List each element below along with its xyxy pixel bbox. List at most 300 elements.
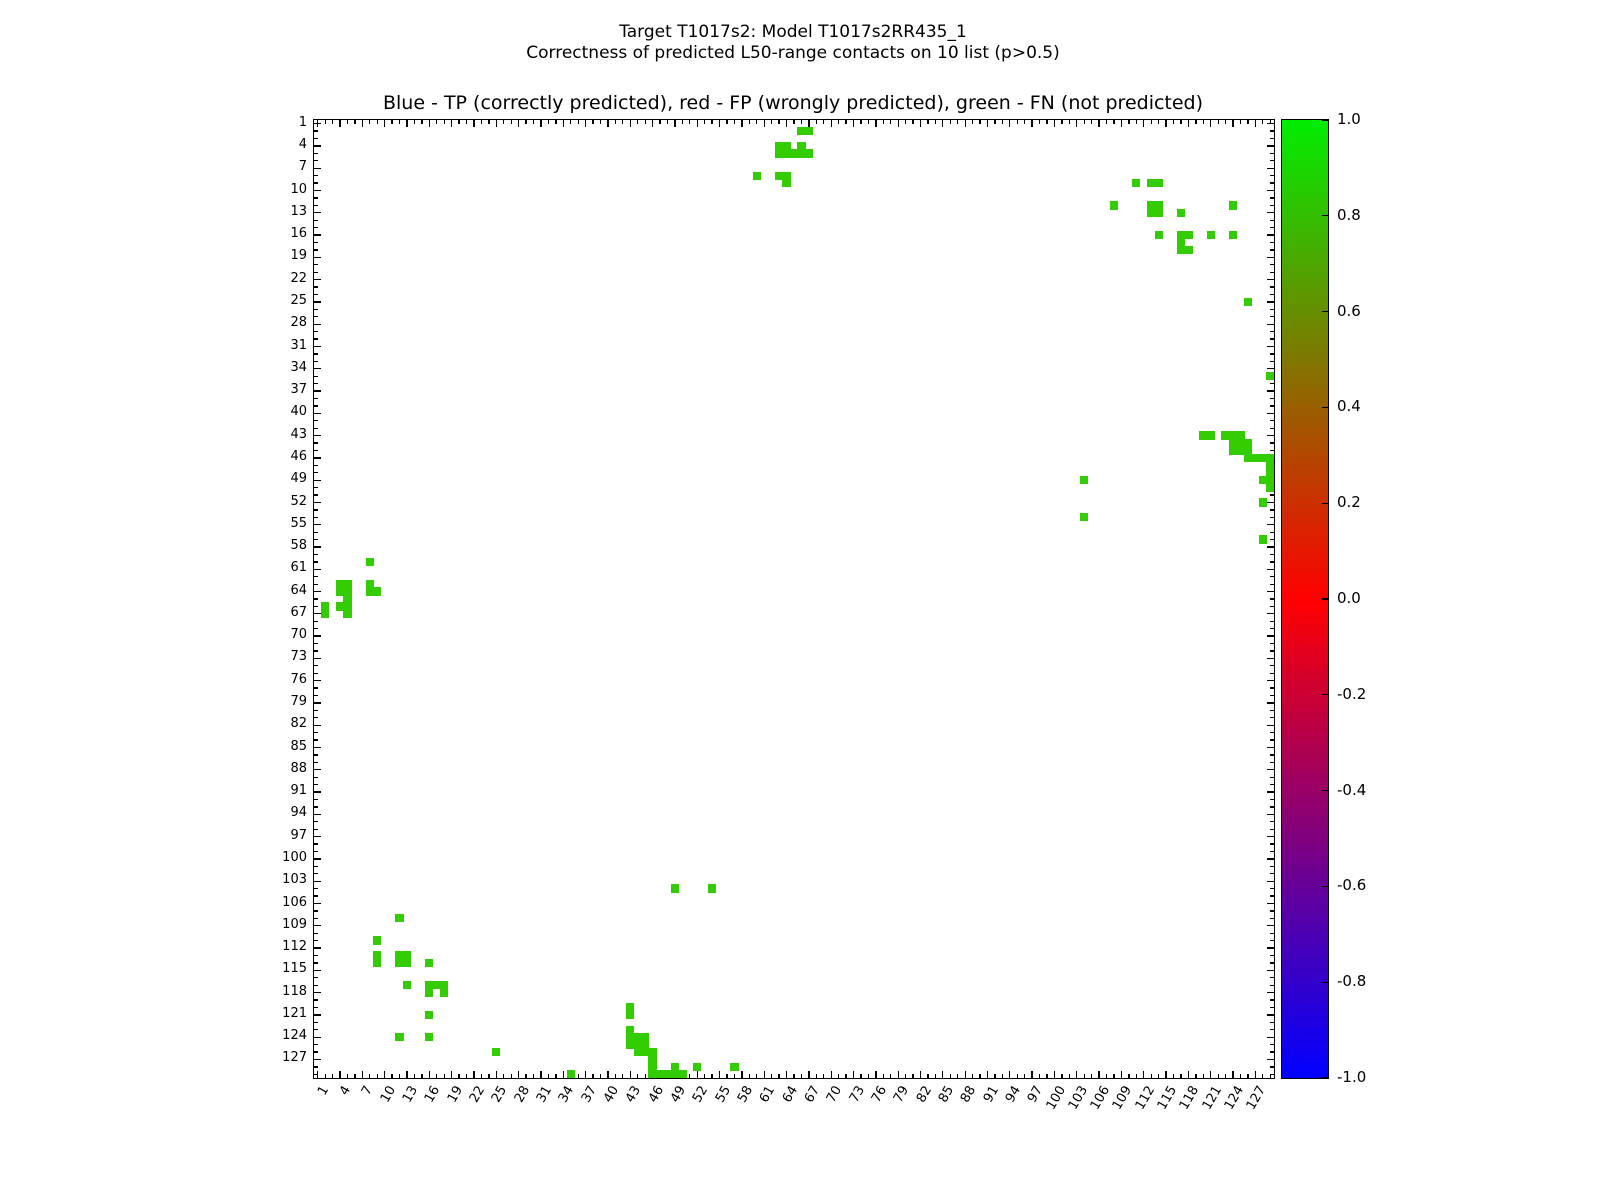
fn-contact-cell — [671, 884, 679, 892]
y-tick — [1270, 762, 1274, 763]
y-tick — [1267, 569, 1274, 570]
y-tick — [314, 643, 318, 644]
y-tick — [314, 606, 318, 607]
y-tick — [314, 242, 318, 243]
axes-title: Blue - TP (correctly predicted), red - FP (wrongly predicted), green - FN (not predicted) — [382, 92, 1204, 114]
x-tick — [734, 1074, 735, 1078]
y-tick-label: 46 — [290, 448, 307, 464]
x-tick — [778, 1074, 779, 1078]
y-tick — [1270, 242, 1274, 243]
fn-contact-cell — [1266, 372, 1274, 380]
y-tick — [1267, 524, 1274, 525]
y-tick — [314, 791, 321, 792]
y-tick — [1270, 732, 1274, 733]
fn-contact-cell — [403, 981, 411, 989]
y-tick — [1270, 584, 1274, 585]
x-tick-label: 97 — [1024, 1083, 1047, 1106]
y-tick — [1270, 784, 1274, 785]
y-tick — [314, 465, 318, 466]
fn-contact-cell — [492, 1048, 500, 1056]
y-tick-label: 43 — [290, 426, 307, 442]
y-tick — [1267, 725, 1274, 726]
x-tick-label: 58 — [734, 1083, 757, 1106]
fn-contact-cell — [1155, 231, 1163, 239]
x-tick-label: 25 — [489, 1083, 511, 1106]
x-tick — [414, 120, 415, 124]
y-tick — [314, 673, 318, 674]
y-tick — [1267, 658, 1274, 659]
x-tick — [481, 1074, 482, 1078]
fn-contact-cell — [1207, 431, 1215, 439]
y-tick — [1270, 888, 1274, 889]
fn-contact-cell — [395, 914, 403, 922]
x-tick — [883, 1074, 884, 1078]
y-tick — [314, 658, 321, 659]
x-tick — [979, 120, 980, 124]
y-tick — [314, 286, 318, 287]
y-tick — [314, 569, 321, 570]
fn-contact-cell — [373, 936, 381, 944]
y-tick — [1270, 153, 1274, 154]
y-tick — [314, 777, 318, 778]
x-tick-label: 46 — [645, 1083, 667, 1106]
x-tick — [1255, 120, 1256, 127]
x-tick — [1091, 1074, 1092, 1078]
x-tick — [1054, 120, 1055, 127]
y-tick-label: 100 — [282, 849, 307, 865]
x-tick — [1180, 120, 1181, 124]
y-tick — [1267, 368, 1274, 369]
x-tick — [362, 120, 363, 127]
y-tick — [1270, 606, 1274, 607]
y-tick — [314, 992, 321, 993]
x-tick — [667, 120, 668, 124]
y-tick — [314, 680, 321, 681]
y-tick — [1267, 680, 1274, 681]
fn-contact-cell — [1266, 483, 1274, 491]
y-tick — [314, 702, 321, 703]
y-tick — [314, 234, 321, 235]
x-tick — [578, 120, 579, 124]
x-tick — [704, 1074, 705, 1078]
x-tick — [1009, 120, 1010, 127]
contact-map-plot — [313, 119, 1275, 1079]
x-tick — [972, 1074, 973, 1078]
x-tick-label: 10 — [377, 1083, 399, 1106]
y-tick — [314, 509, 318, 510]
x-tick — [369, 120, 370, 124]
x-tick — [325, 1074, 326, 1078]
y-tick — [314, 1022, 318, 1023]
x-tick — [838, 1074, 839, 1078]
x-tick-label: 79 — [891, 1083, 913, 1106]
x-tick — [473, 120, 474, 127]
colorbar-tick — [1322, 1077, 1328, 1078]
fn-contact-cell — [693, 1063, 701, 1071]
y-tick — [1270, 160, 1274, 161]
y-tick-label: 112 — [282, 939, 307, 954]
x-tick — [399, 1074, 400, 1078]
y-tick — [314, 940, 318, 941]
x-tick — [585, 1071, 586, 1078]
y-tick — [314, 383, 318, 384]
fn-contact-cell — [321, 610, 329, 618]
y-tick-label: 22 — [290, 270, 307, 286]
y-tick — [314, 895, 318, 896]
fn-contact-cell — [1207, 231, 1215, 239]
x-tick — [377, 120, 378, 124]
fn-contact-cell — [425, 1011, 433, 1019]
x-tick — [1046, 120, 1047, 124]
x-tick — [1225, 120, 1226, 124]
colorbar-tick-label: 1.0 — [1337, 110, 1361, 128]
x-tick-label: 112 — [1132, 1083, 1158, 1113]
y-tick-label: 82 — [290, 716, 307, 732]
x-tick — [377, 1074, 378, 1078]
y-tick — [1270, 940, 1274, 941]
y-tick — [1270, 673, 1274, 674]
x-tick — [525, 1074, 526, 1078]
x-tick — [1039, 120, 1040, 124]
y-tick — [314, 598, 318, 599]
y-tick-label: 13 — [290, 203, 307, 219]
y-tick — [314, 398, 318, 399]
y-tick — [1270, 197, 1274, 198]
y-tick-label: 88 — [290, 760, 307, 776]
y-tick — [314, 160, 318, 161]
y-tick — [1270, 1029, 1274, 1030]
y-tick — [314, 420, 318, 421]
x-tick — [1113, 120, 1114, 124]
y-tick — [1270, 628, 1274, 629]
x-tick — [555, 120, 556, 124]
y-tick — [1267, 1059, 1274, 1060]
y-tick — [314, 190, 321, 191]
x-tick — [563, 1071, 564, 1078]
y-tick — [1270, 361, 1274, 362]
x-tick — [1188, 1071, 1189, 1078]
x-tick — [1232, 120, 1233, 127]
x-tick — [444, 1074, 445, 1078]
x-tick — [444, 120, 445, 124]
y-tick — [314, 955, 318, 956]
y-tick — [1267, 858, 1274, 859]
x-tick-label: 1 — [314, 1083, 332, 1099]
x-tick — [325, 120, 326, 124]
y-tick — [314, 888, 318, 889]
y-tick — [314, 821, 318, 822]
y-tick — [314, 866, 318, 867]
x-tick — [1069, 120, 1070, 124]
fn-contact-cell — [805, 149, 813, 157]
y-tick — [1270, 539, 1274, 540]
x-tick — [994, 120, 995, 124]
x-tick — [965, 120, 966, 127]
y-tick — [314, 591, 321, 592]
x-tick — [1061, 120, 1062, 124]
x-tick — [622, 1074, 623, 1078]
x-tick — [600, 120, 601, 124]
x-tick-label: 115 — [1154, 1083, 1181, 1113]
x-tick — [451, 120, 452, 127]
x-tick — [1054, 1071, 1055, 1078]
x-tick — [726, 120, 727, 124]
y-tick — [314, 212, 321, 213]
y-tick — [314, 205, 318, 206]
y-tick-label: 121 — [282, 1005, 307, 1021]
y-tick — [1270, 643, 1274, 644]
colorbar-tick-label: -0.2 — [1337, 684, 1367, 703]
x-tick — [920, 1071, 921, 1078]
x-tick — [1218, 1074, 1219, 1078]
y-tick — [314, 338, 318, 339]
x-tick — [950, 1074, 951, 1078]
x-tick-label: 52 — [690, 1083, 712, 1106]
y-tick — [314, 294, 318, 295]
y-tick — [1270, 494, 1274, 495]
y-tick — [1270, 249, 1274, 250]
y-tick-label: 55 — [290, 515, 307, 531]
colorbar-tick-label: -0.8 — [1337, 972, 1367, 991]
y-tick — [1270, 561, 1274, 562]
fn-contact-cell — [440, 988, 448, 996]
x-tick — [749, 1074, 750, 1078]
y-tick — [314, 687, 318, 688]
x-tick — [1232, 1071, 1233, 1078]
x-tick — [912, 1074, 913, 1078]
y-tick — [1270, 554, 1274, 555]
x-tick — [786, 1071, 787, 1078]
x-tick — [578, 1074, 579, 1078]
x-tick — [801, 1074, 802, 1078]
y-tick — [1270, 962, 1274, 963]
x-tick-label: 109 — [1110, 1083, 1136, 1113]
y-tick — [1267, 324, 1274, 325]
fn-contact-cell — [1155, 209, 1163, 217]
y-tick — [1267, 881, 1274, 882]
fn-contact-cell — [403, 959, 411, 967]
x-tick — [875, 120, 876, 127]
y-tick-label: 79 — [290, 694, 307, 709]
x-tick — [615, 1074, 616, 1078]
x-tick — [339, 1071, 340, 1078]
y-tick-label: 124 — [282, 1028, 307, 1044]
x-tick — [406, 120, 407, 127]
x-tick — [890, 120, 891, 124]
y-tick — [1270, 918, 1274, 919]
y-tick — [1267, 613, 1274, 614]
y-tick — [314, 554, 318, 555]
x-tick — [831, 1071, 832, 1078]
x-tick-label: 40 — [600, 1083, 623, 1106]
x-tick — [1143, 1071, 1144, 1078]
y-tick — [1267, 390, 1274, 391]
y-tick — [314, 584, 318, 585]
y-tick — [1270, 621, 1274, 622]
x-tick — [1017, 1074, 1018, 1078]
x-tick — [1158, 120, 1159, 124]
y-tick-label: 25 — [290, 292, 307, 308]
y-tick — [1270, 272, 1274, 273]
y-tick — [1267, 190, 1274, 191]
x-tick — [1218, 120, 1219, 124]
x-tick — [1031, 1071, 1032, 1078]
fn-contact-cell — [1080, 476, 1088, 484]
x-tick — [719, 1071, 720, 1078]
x-tick — [868, 1074, 869, 1078]
y-tick — [1270, 130, 1274, 131]
y-tick — [314, 494, 318, 495]
fn-contact-cell — [626, 1011, 634, 1019]
y-tick — [1267, 212, 1274, 213]
x-tick — [421, 120, 422, 124]
y-tick — [1267, 769, 1274, 770]
y-tick — [314, 130, 318, 131]
x-tick — [399, 120, 400, 124]
y-tick — [314, 309, 318, 310]
x-tick — [354, 120, 355, 124]
y-tick — [314, 918, 318, 919]
x-tick — [458, 1074, 459, 1078]
y-tick-label: 73 — [290, 649, 307, 665]
x-tick — [942, 120, 943, 127]
x-tick — [957, 1074, 958, 1078]
x-tick-label: 28 — [511, 1083, 533, 1106]
x-tick — [1203, 1074, 1204, 1078]
colorbar-tick — [1322, 311, 1328, 312]
x-tick — [1158, 1074, 1159, 1078]
x-tick — [905, 1074, 906, 1078]
y-tick — [1270, 264, 1274, 265]
x-tick — [652, 120, 653, 127]
x-tick-label: 82 — [913, 1083, 935, 1106]
y-tick — [1270, 205, 1274, 206]
x-tick — [823, 1074, 824, 1078]
y-tick-label: 58 — [290, 538, 307, 553]
fn-contact-cell — [1155, 179, 1163, 187]
x-tick-label: 55 — [712, 1083, 734, 1106]
y-tick — [1270, 717, 1274, 718]
y-tick — [1270, 873, 1274, 874]
x-tick — [793, 120, 794, 124]
x-tick — [570, 120, 571, 124]
x-tick — [697, 1071, 698, 1078]
fn-contact-cell — [425, 1033, 433, 1041]
x-tick — [548, 120, 549, 124]
y-tick — [314, 123, 321, 124]
y-tick — [314, 346, 321, 347]
colorbar-tick-label: 0.8 — [1337, 205, 1361, 224]
x-tick — [935, 120, 936, 124]
y-tick — [1270, 331, 1274, 332]
x-tick — [1262, 1074, 1263, 1078]
y-tick — [314, 457, 321, 458]
fn-contact-cell — [1080, 513, 1088, 521]
x-tick — [540, 1071, 541, 1078]
x-tick — [496, 120, 497, 127]
fn-contact-cell — [753, 172, 761, 180]
x-tick — [756, 1074, 757, 1078]
x-tick — [726, 1074, 727, 1078]
y-tick — [314, 977, 318, 978]
y-tick — [1270, 316, 1274, 317]
y-tick-label: 85 — [290, 738, 307, 754]
x-tick — [347, 1074, 348, 1078]
x-tick — [801, 120, 802, 124]
y-tick — [314, 739, 318, 740]
y-tick — [314, 814, 321, 815]
x-tick-label: 13 — [399, 1083, 422, 1106]
x-tick — [734, 120, 735, 124]
x-tick — [1009, 1071, 1010, 1078]
x-tick — [674, 120, 675, 127]
x-tick — [1128, 120, 1129, 124]
y-tick — [1267, 591, 1274, 592]
x-tick — [615, 120, 616, 124]
fn-contact-cell — [1229, 231, 1237, 239]
x-tick — [1002, 1074, 1003, 1078]
y-tick — [314, 628, 318, 629]
x-tick — [1017, 120, 1018, 124]
x-tick — [1084, 1074, 1085, 1078]
y-tick — [314, 353, 318, 354]
x-tick — [1173, 1074, 1174, 1078]
x-tick — [1247, 1074, 1248, 1078]
y-tick — [314, 175, 318, 176]
x-tick — [473, 1071, 474, 1078]
x-tick — [518, 1071, 519, 1078]
fn-contact-cell — [708, 884, 716, 892]
y-tick — [1270, 687, 1274, 688]
y-tick — [1270, 829, 1274, 830]
y-tick — [1270, 442, 1274, 443]
y-tick — [314, 621, 318, 622]
y-tick — [1267, 635, 1274, 636]
x-tick — [563, 120, 564, 127]
y-tick-label: 106 — [282, 894, 307, 910]
fn-contact-cell — [395, 1033, 403, 1041]
x-tick-label: 67 — [801, 1083, 824, 1106]
x-tick — [548, 1074, 549, 1078]
y-tick-label: 16 — [290, 226, 307, 242]
fn-contact-cell — [425, 959, 433, 967]
y-tick — [314, 762, 318, 763]
y-tick — [314, 390, 321, 391]
x-tick — [384, 1071, 385, 1078]
y-tick — [1270, 138, 1274, 139]
y-tick — [314, 843, 318, 844]
x-tick — [838, 120, 839, 124]
y-tick — [314, 970, 321, 971]
colorbar — [1281, 119, 1329, 1079]
x-tick — [592, 120, 593, 124]
y-tick — [314, 1059, 321, 1060]
y-tick — [314, 546, 321, 547]
x-tick-label: 64 — [779, 1083, 801, 1106]
x-tick — [741, 120, 742, 127]
fn-contact-cell — [425, 988, 433, 996]
x-tick — [831, 120, 832, 127]
y-tick — [1267, 546, 1274, 547]
y-tick — [314, 138, 318, 139]
colorbar-tick-label: 0.6 — [1337, 301, 1361, 320]
x-tick — [778, 120, 779, 124]
x-tick — [1247, 120, 1248, 124]
x-tick — [957, 120, 958, 124]
y-tick — [1270, 933, 1274, 934]
fn-contact-cell — [366, 558, 374, 566]
x-tick-label: 91 — [980, 1083, 1002, 1106]
